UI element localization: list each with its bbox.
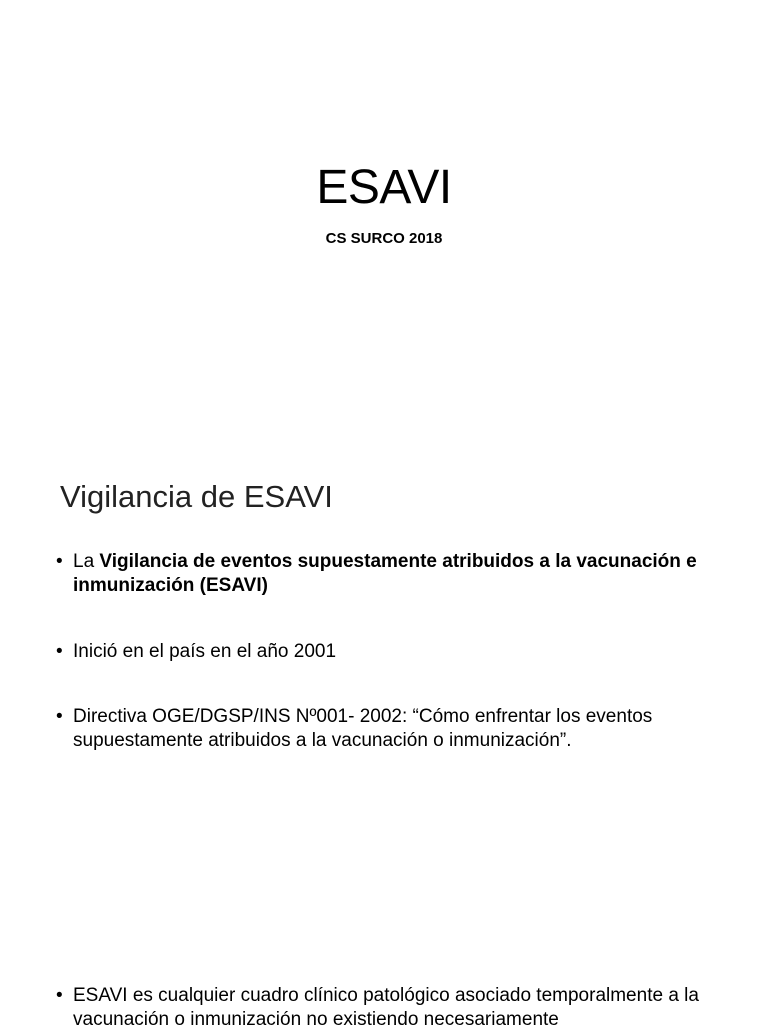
bullet-text: Directiva OGE/DGSP/INS Nº001- 2002: “Cómo enfrentar los eventos supuestamente atribuidos a la vacunación o inmunización”. [73, 706, 653, 751]
bullet-item [56, 640, 743, 664]
slide-title: ESAVI [316, 161, 452, 214]
bullet-bold-text: Vigilancia de eventos supuestamente atribuidos a la vacunación e inmunización (ESAVI) [73, 551, 697, 596]
bullet-prefix: La [73, 551, 100, 572]
bullet-icon: • [56, 706, 63, 727]
bullet-item [56, 550, 743, 598]
bullet-item [56, 705, 743, 753]
title-slide [0, 0, 768, 432]
bullet-icon: • [56, 985, 63, 1006]
slide-subtitle: CS SURCO 2018 [325, 230, 443, 247]
bullet-text: Inició en el país en el año 2001 [73, 641, 337, 662]
section-heading: Vigilancia de ESAVI [60, 479, 333, 514]
content-slide [0, 432, 768, 1030]
bullet-item [56, 984, 743, 1032]
bullet-icon: • [56, 551, 63, 572]
bullet-text: ESAVI es cualquier cuadro clínico patológico asociado temporalmente a la vacunación o inmunización no existiendo necesariamente [73, 985, 699, 1030]
bullet-icon: • [56, 641, 63, 662]
